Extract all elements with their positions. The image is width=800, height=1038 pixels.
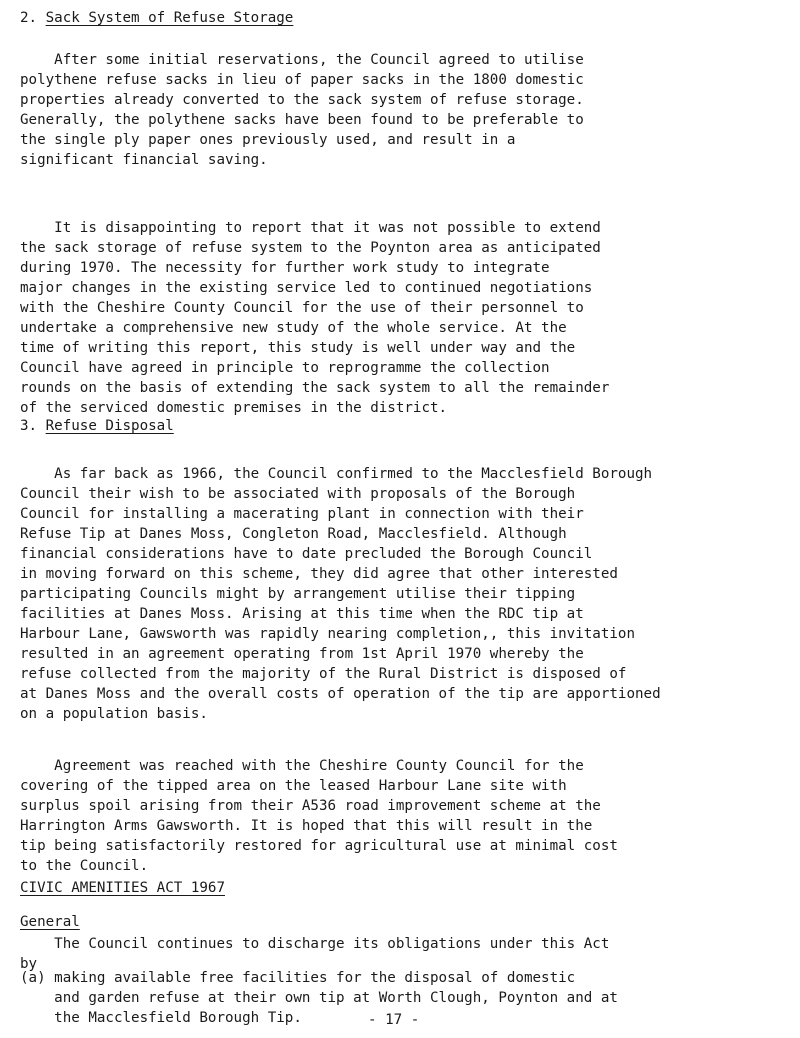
text-line: undertake a comprehensive new study of the whole service. At the <box>20 320 567 336</box>
text-line: Refuse Tip at Danes Moss, Congleton Road, Macclesfield. Although <box>20 526 567 542</box>
text-line: at Danes Moss and the overall costs of operation of the tip are apportioned <box>20 686 661 702</box>
text-line: major changes in the existing service led to continued negotiations <box>20 280 593 296</box>
general-subheading: General <box>20 914 80 930</box>
text-line: covering of the tipped area on the leased Harbour Lane site with <box>20 778 567 794</box>
section-2-paragraph-2 <box>20 218 795 418</box>
text-line: the Macclesfield Borough Tip. <box>20 1010 302 1026</box>
text-line: during 1970. The necessity for further work study to integrate <box>20 260 550 276</box>
text-line: The Council continues to discharge its obligations under this Act <box>20 936 610 952</box>
text-line: of the serviced domestic premises in the district. <box>20 400 448 416</box>
section-2-number: 2. <box>20 10 38 26</box>
text-line: Council have agreed in principle to reprogramme the collection <box>20 360 550 376</box>
text-line: Harbour Lane, Gawsworth was rapidly nearing completion,, this invitation <box>20 626 635 642</box>
text-line: refuse collected from the majority of the Rural District is disposed of <box>20 666 627 682</box>
section-2-paragraph-1 <box>20 50 795 170</box>
text-line: financial considerations have to date precluded the Borough Council <box>20 546 593 562</box>
text-line: Agreement was reached with the Cheshire County Council for the <box>20 758 584 774</box>
text-line: time of writing this report, this study is well under way and the <box>20 340 576 356</box>
text-line: Council their wish to be associated with proposals of the Borough <box>20 486 576 502</box>
text-line: (a) making available free facilities for the disposal of domestic <box>20 970 576 986</box>
text-line: rounds on the basis of extending the sack system to all the remainder <box>20 380 610 396</box>
text-line: with the Cheshire County Council for the use of their personnel to <box>20 300 584 316</box>
text-line: to the Council. <box>20 858 149 874</box>
text-line: by <box>20 956 38 972</box>
text-line: After some initial reservations, the Council agreed to utilise <box>20 52 584 68</box>
text-line: tip being satisfactorily restored for agricultural use at minimal cost <box>20 838 618 854</box>
text-line: polythene refuse sacks in lieu of paper sacks in the 1800 domestic <box>20 72 584 88</box>
text-line: facilities at Danes Moss. Arising at this time when the RDC tip at <box>20 606 584 622</box>
section-2-heading <box>20 8 293 28</box>
text-line: As far back as 1966, the Council confirmed to the Macclesfield Borough <box>20 466 653 482</box>
text-line: resulted in an agreement operating from 1st April 1970 whereby the <box>20 646 584 662</box>
text-line: significant financial saving. <box>20 152 268 168</box>
text-line: It is disappointing to report that it was not possible to extend <box>20 220 601 236</box>
section-3-number: 3. <box>20 418 38 434</box>
text-line: properties already converted to the sack system of refuse storage. <box>20 92 584 108</box>
text-line: on a population basis. <box>20 706 208 722</box>
text-line: participating Councils might by arrangement utilise their tipping <box>20 586 576 602</box>
text-line: and garden refuse at their own tip at Worth Clough, Poynton and at <box>20 990 618 1006</box>
section-3-paragraph-1 <box>20 464 795 724</box>
text-line: the sack storage of refuse system to the Poynton area as anticipated <box>20 240 601 256</box>
section-3-heading <box>20 416 174 436</box>
text-line: the single ply paper ones previously used, and result in a <box>20 132 516 148</box>
text-line: surplus spoil arising from their A536 road improvement scheme at the <box>20 798 601 814</box>
text-line: Council for installing a macerating plant in connection with their <box>20 506 584 522</box>
section-3-paragraph-2 <box>20 756 795 876</box>
text-line: Harrington Arms Gawsworth. It is hoped that this will result in the <box>20 818 593 834</box>
section-2-title: Sack System of Refuse Storage <box>45 10 294 26</box>
text-line: in moving forward on this scheme, they did agree that other interested <box>20 566 618 582</box>
civic-amenities-heading: CIVIC AMENITIES ACT 1967 <box>20 880 225 896</box>
page-number: - 17 - <box>368 1012 420 1028</box>
text-line: Generally, the polythene sacks have been found to be preferable to <box>20 112 584 128</box>
section-3-title: Refuse Disposal <box>45 418 174 434</box>
